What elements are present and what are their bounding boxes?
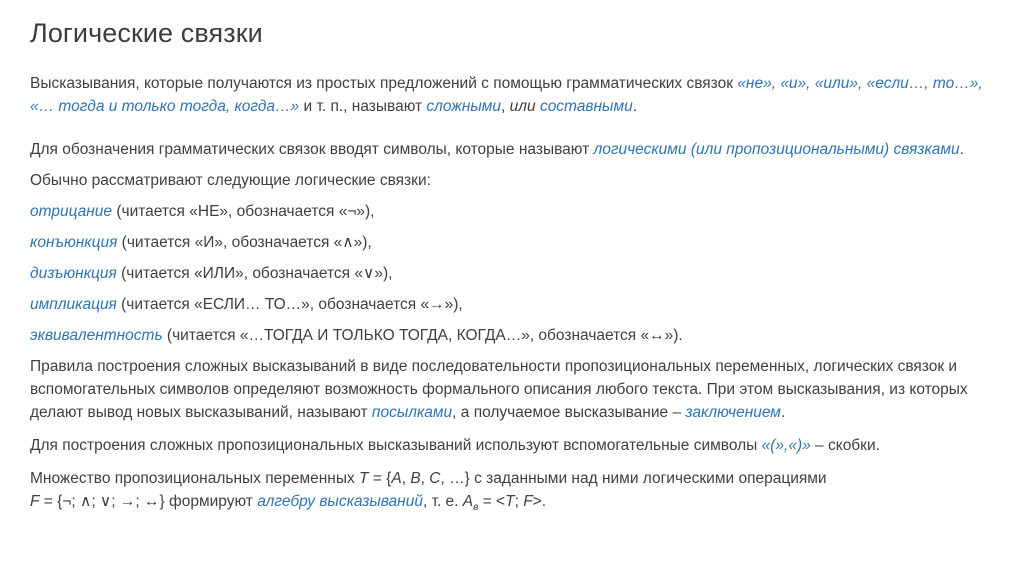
paragraph-algebra: Множество пропозициональных переменных T = {A, B, C, …} с заданными над ними логическими операциями F = {¬; ∧; ∨; →; ↔} формируют алгебру высказываний, т. е. $A_в = <T$; F>. xyxy=(30,470,827,514)
paragraph-rules: Правила построения сложных высказываний в виде последовательности пропозициональных переменных, логических связок и вспомогательных символов определяют возможность формального описания любого текста. При этом высказывания, из которых делают вывод новых высказываний, называют посылками, а получаемое высказывание – заключением. xyxy=(30,358,968,421)
highlight-complex: сложными xyxy=(426,98,502,115)
highlight-logical-connectives: логическими (или пропозициональными) связками xyxy=(593,141,960,158)
highlight-brackets: «(»,«)» xyxy=(761,437,811,454)
paragraph-list-intro: Обычно рассматривают следующие логические связки: xyxy=(30,172,431,189)
connective-item xyxy=(30,262,1005,285)
slide-body xyxy=(30,72,1005,519)
highlight-conclusion: заключением xyxy=(685,404,781,421)
connective-item xyxy=(30,324,1005,347)
paragraph-symbols: Для обозначения грамматических связок вводят символы, которые называют логическими (или пропозициональными) связками. xyxy=(30,141,964,158)
slide-title: Логические связки xyxy=(30,18,263,48)
connective-term: импликация xyxy=(30,296,117,313)
connective-term: дизъюнкция xyxy=(30,265,117,282)
connective-desc: (читается «ИЛИ», обозначается «∨»), xyxy=(116,265,393,282)
connective-term: эквивалентность xyxy=(30,327,163,344)
connective-term: отрицание xyxy=(30,203,113,220)
connective-item xyxy=(30,200,1005,223)
highlight-compound: составными xyxy=(539,98,633,115)
connective-desc: (читается «НЕ», обозначается «¬»), xyxy=(112,203,375,220)
connective-desc: (читается «ЕСЛИ… ТО…», обозначается «→»), xyxy=(116,296,463,313)
highlight-algebra: алгебру высказываний xyxy=(257,493,423,510)
paragraph-complex-statements: Высказывания, которые получаются из простых предложений с помощью грамматических связок «не», «и», «или», «если…, то…», «… тогда и только тогда, когда…» и т. п., называют сложными, или составными. xyxy=(30,75,983,115)
connective-desc: (читается «…ТОГДА И ТОЛЬКО ТОГДА, КОГДА…», обозначается «↔»). xyxy=(162,327,683,344)
connective-term: конъюнкция xyxy=(30,234,118,251)
connective-item xyxy=(30,231,1005,254)
highlight-premises: посылками xyxy=(371,404,453,421)
connective-desc: (читается «И», обозначается «∧»), xyxy=(117,234,372,251)
paragraph-brackets: Для построения сложных пропозициональных высказываний используют вспомогательные символы «(»,«)» – скобки. xyxy=(30,437,880,454)
connective-item xyxy=(30,293,1005,316)
highlight-connective-words: «не», «и», «или», «если…, то…», «… тогда и только тогда, когда…» xyxy=(30,75,983,115)
